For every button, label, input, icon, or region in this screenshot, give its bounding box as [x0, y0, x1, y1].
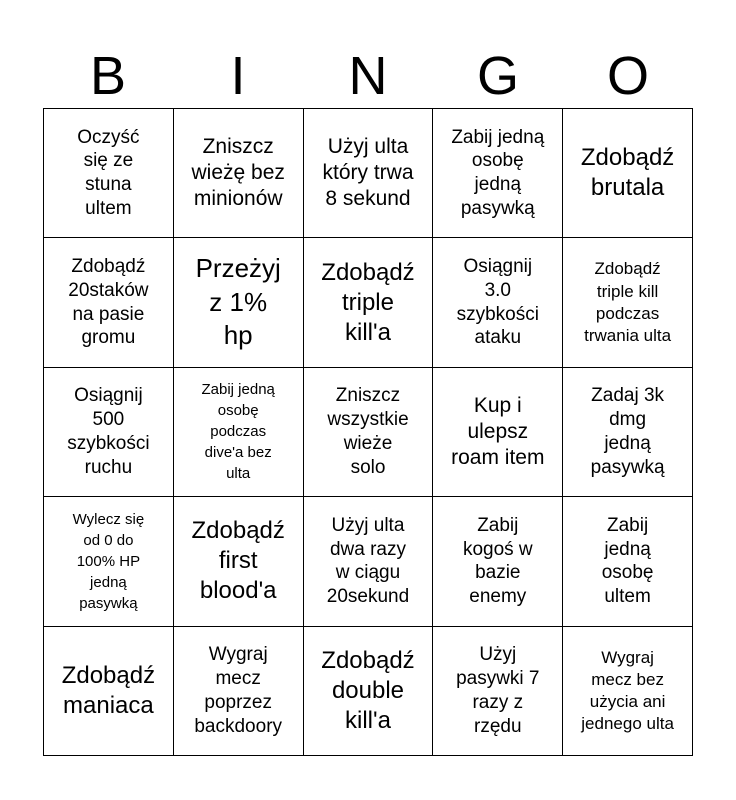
bingo-cell[interactable]: Kup i ulepsz roam item: [433, 368, 563, 497]
bingo-cell[interactable]: Wygraj mecz poprzez backdoory: [174, 627, 304, 756]
header-letter-n: N: [348, 46, 388, 106]
bingo-cell[interactable]: Osiągnij 3.0 szybkości ataku: [433, 238, 563, 367]
bingo-cell[interactable]: Zniszcz wieżę bez minionów: [174, 109, 304, 238]
bingo-cell[interactable]: Użyj ulta który trwa 8 sekund: [304, 109, 434, 238]
bingo-cell[interactable]: Osiągnij 500 szybkości ruchu: [44, 368, 174, 497]
header-letter-o: O: [606, 46, 649, 106]
header-letter-i: I: [230, 46, 246, 106]
bingo-cell[interactable]: Zdobądź first blood'a: [174, 497, 304, 626]
header-letter-b: B: [89, 46, 127, 106]
bingo-cell[interactable]: Wylecz się od 0 do 100% HP jedną pasywką: [44, 497, 174, 626]
bingo-cell[interactable]: Zabij jedną osobę podczas dive'a bez ulta: [174, 368, 304, 497]
bingo-header: [43, 44, 693, 108]
bingo-grid: [43, 108, 693, 756]
bingo-cell[interactable]: Zniszcz wszystkie wieże solo: [304, 368, 434, 497]
bingo-cell[interactable]: Użyj pasywki 7 razy z rzędu: [433, 627, 563, 756]
bingo-cell[interactable]: Zabij jedną osobę jedną pasywką: [433, 109, 563, 238]
bingo-cell[interactable]: Oczyść się ze stuna ultem: [44, 109, 174, 238]
bingo-cell[interactable]: Zabij jedną osobę ultem: [563, 497, 693, 626]
bingo-cell[interactable]: Zdobądź triple kill'a: [304, 238, 434, 367]
bingo-cell[interactable]: Zdobądź brutala: [563, 109, 693, 238]
bingo-cell[interactable]: Zadaj 3k dmg jedną pasywką: [563, 368, 693, 497]
bingo-cell[interactable]: Zdobądź triple kill podczas trwania ulta: [563, 238, 693, 367]
bingo-cell[interactable]: Przeżyj z 1% hp: [174, 238, 304, 367]
bingo-cell[interactable]: Użyj ulta dwa razy w ciągu 20sekund: [304, 497, 434, 626]
bingo-cell[interactable]: Zabij kogoś w bazie enemy: [433, 497, 563, 626]
bingo-cell[interactable]: Zdobądź 20staków na pasie gromu: [44, 238, 174, 367]
bingo-cell[interactable]: Zdobądź double kill'a: [304, 627, 434, 756]
bingo-cell[interactable]: Wygraj mecz bez użycia ani jednego ulta: [563, 627, 693, 756]
header-letter-g: G: [476, 46, 519, 106]
bingo-cell[interactable]: Zdobądź maniaca: [44, 627, 174, 756]
